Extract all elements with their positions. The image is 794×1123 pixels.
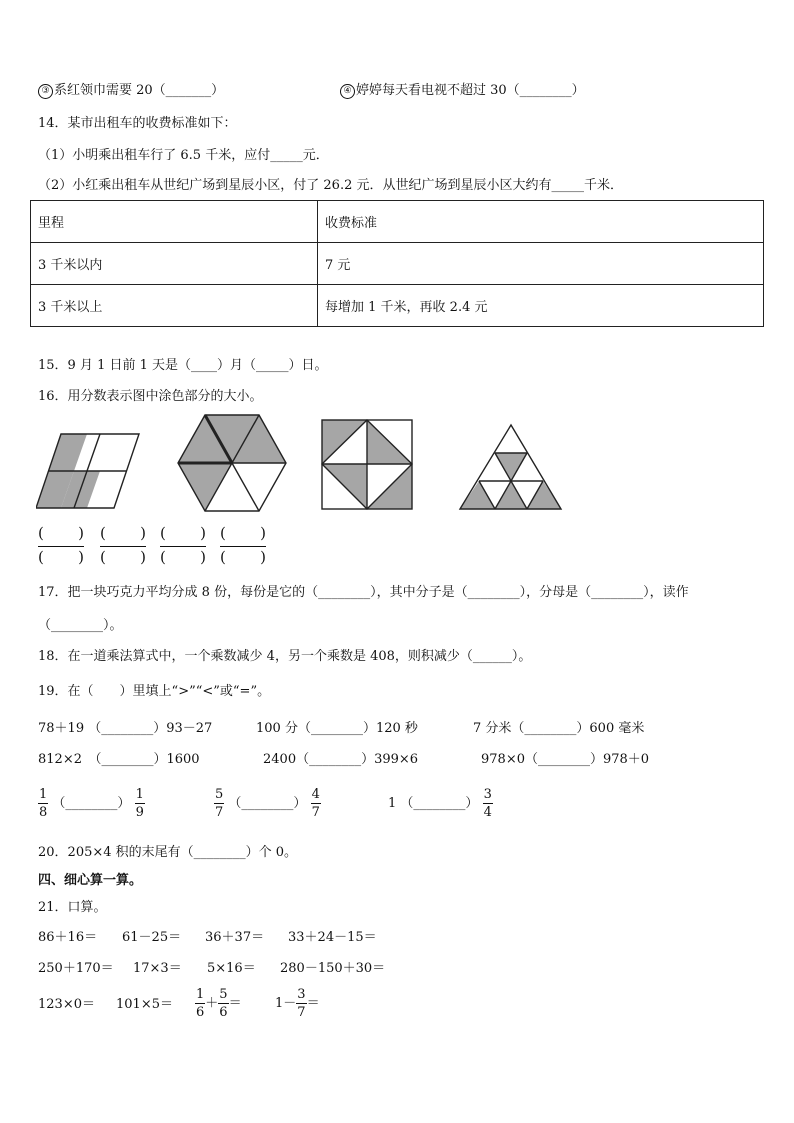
- paren-close: ): [200, 548, 206, 566]
- q17-line-1: 17．把一块巧克力平均分成 8 份，每份是它的（________），其中分子是（________），分母是（________），读作: [38, 585, 689, 600]
- paren-close: ): [260, 548, 266, 566]
- table-cell: 3 千米以上: [31, 285, 318, 327]
- fraction: $\frac{1}{9}$: [135, 787, 144, 820]
- paren-close: ): [140, 524, 146, 542]
- fee-table: [30, 200, 764, 327]
- paren-open: (: [38, 524, 44, 542]
- table-cell: 每增加 1 千米，再收 2.4 元: [318, 285, 764, 327]
- section-title: 四、细心算一算。: [38, 873, 143, 888]
- compare-item: 100 分（________）120 秒: [256, 721, 418, 736]
- answer-fraction-2[interactable]: [100, 524, 146, 568]
- q20-text: 20．205×4 积的末尾有（________）个 0。: [38, 845, 298, 860]
- fraction: $\frac{4}{7}$: [311, 787, 320, 820]
- fraction: $\frac{5}{6}$: [219, 987, 228, 1020]
- answer-fraction-3[interactable]: [160, 524, 206, 568]
- table-cell: 7 元: [318, 243, 764, 285]
- q16-title: 16．用分数表示图中涂色部分的大小。: [38, 389, 263, 404]
- table-row: [31, 285, 764, 327]
- paren-close: ): [260, 524, 266, 542]
- compare-fraction-item: [38, 787, 145, 820]
- fraction: $\frac{3}{7}$: [297, 987, 306, 1020]
- calc-fraction-item: [275, 987, 320, 1020]
- q13-item-4-text: 婷婷每天看电视不超过 30（________）: [356, 83, 585, 98]
- compare-fraction-item: [214, 787, 321, 820]
- table-header-cell: 里程: [31, 201, 318, 243]
- q13-item-3: [38, 82, 224, 100]
- compare-item: 978×0（________）978＋0: [481, 752, 650, 767]
- calc-item: 280－150＋30＝: [280, 961, 386, 976]
- paren-open: (: [100, 548, 106, 566]
- hexagon-figure: [174, 412, 290, 514]
- q19-title: 19．在（ ）里填上“>”“<”或“=”。: [38, 684, 271, 699]
- whole-number: 1: [388, 796, 397, 811]
- paren-open: (: [100, 524, 106, 542]
- equals-sign: ＝: [306, 996, 320, 1011]
- paren-close: ): [78, 548, 84, 566]
- q14-part-1: （1）小明乘出租车行了 6.5 千米，应付_____元．: [38, 148, 329, 163]
- q15-text: 15．9 月 1 日前 1 天是（____）月（_____）日。: [38, 358, 328, 373]
- plus-sign: ＋: [205, 996, 219, 1011]
- fraction: $\frac{3}{4}$: [483, 787, 492, 820]
- q14-part-2: （2）小红乘出租车从世纪广场到星辰小区，付了 26.2 元．从世纪广场到星辰小区大约有_____千米．: [38, 178, 623, 193]
- q13-item-4: [340, 82, 585, 100]
- triangle-figure: [456, 423, 566, 513]
- calc-item: 5×16＝: [207, 961, 256, 976]
- parallelogram-figure: [36, 432, 144, 512]
- paren-open: (: [38, 548, 44, 566]
- calc-item: 33＋24－15＝: [288, 930, 377, 945]
- item-number-4: ④: [340, 84, 355, 99]
- calc-item: 250＋170＝: [38, 961, 114, 976]
- calc-item: 86＋16＝: [38, 930, 98, 945]
- calc-item: 36＋37＝: [205, 930, 265, 945]
- paren-close: ): [200, 524, 206, 542]
- fraction: $\frac{1}{6}$: [196, 987, 205, 1020]
- q18-text: 18．在一道乘法算式中，一个乘数减少 4，另一个乘数是 408，则积减少（______）。: [38, 649, 532, 664]
- q17-line-2: （________）。: [38, 618, 123, 633]
- q14-title: 14．某市出租车的收费标准如下：: [38, 116, 237, 131]
- answer-fraction-1[interactable]: [38, 524, 84, 568]
- calc-fraction-item: [195, 987, 242, 1020]
- compare-fraction-item: [388, 787, 493, 820]
- square-diamond-figure: [321, 419, 415, 511]
- answer-blank[interactable]: （________）: [52, 796, 131, 811]
- table-row: [31, 243, 764, 285]
- paren-open: (: [220, 548, 226, 566]
- answer-fraction-4[interactable]: [220, 524, 266, 568]
- table-cell: 3 千米以内: [31, 243, 318, 285]
- paren-close: ): [78, 524, 84, 542]
- calc-item: 17×3＝: [133, 961, 182, 976]
- table-header-cell: 收费标准: [318, 201, 764, 243]
- fraction: $\frac{5}{7}$: [215, 787, 224, 820]
- compare-item: 7 分米（________）600 毫米: [473, 721, 645, 736]
- calc-item: 61－25＝: [122, 930, 182, 945]
- item-number-3: ③: [38, 84, 53, 99]
- paren-open: (: [160, 524, 166, 542]
- calc-item: 101×5＝: [116, 997, 173, 1012]
- paren-close: ): [140, 548, 146, 566]
- q21-title: 21．口算。: [38, 900, 107, 915]
- compare-item: 78＋19 （________）93－27: [38, 721, 213, 736]
- paren-open: (: [220, 524, 226, 542]
- fraction: $\frac{1}{8}$: [39, 787, 48, 820]
- table-header-row: [31, 201, 764, 243]
- answer-blank[interactable]: （________）: [228, 796, 307, 811]
- q13-item-3-text: 系红领巾需要 20（_______）: [54, 83, 225, 98]
- calc-item: 123×0＝: [38, 997, 95, 1012]
- compare-item: 812×2 （________）1600: [38, 752, 200, 767]
- equals-sign: ＝: [228, 996, 242, 1011]
- paren-open: (: [160, 548, 166, 566]
- answer-blank[interactable]: （________）: [400, 796, 479, 811]
- compare-item: 2400（________）399×6: [263, 752, 419, 767]
- expression-lead: 1－: [275, 996, 297, 1011]
